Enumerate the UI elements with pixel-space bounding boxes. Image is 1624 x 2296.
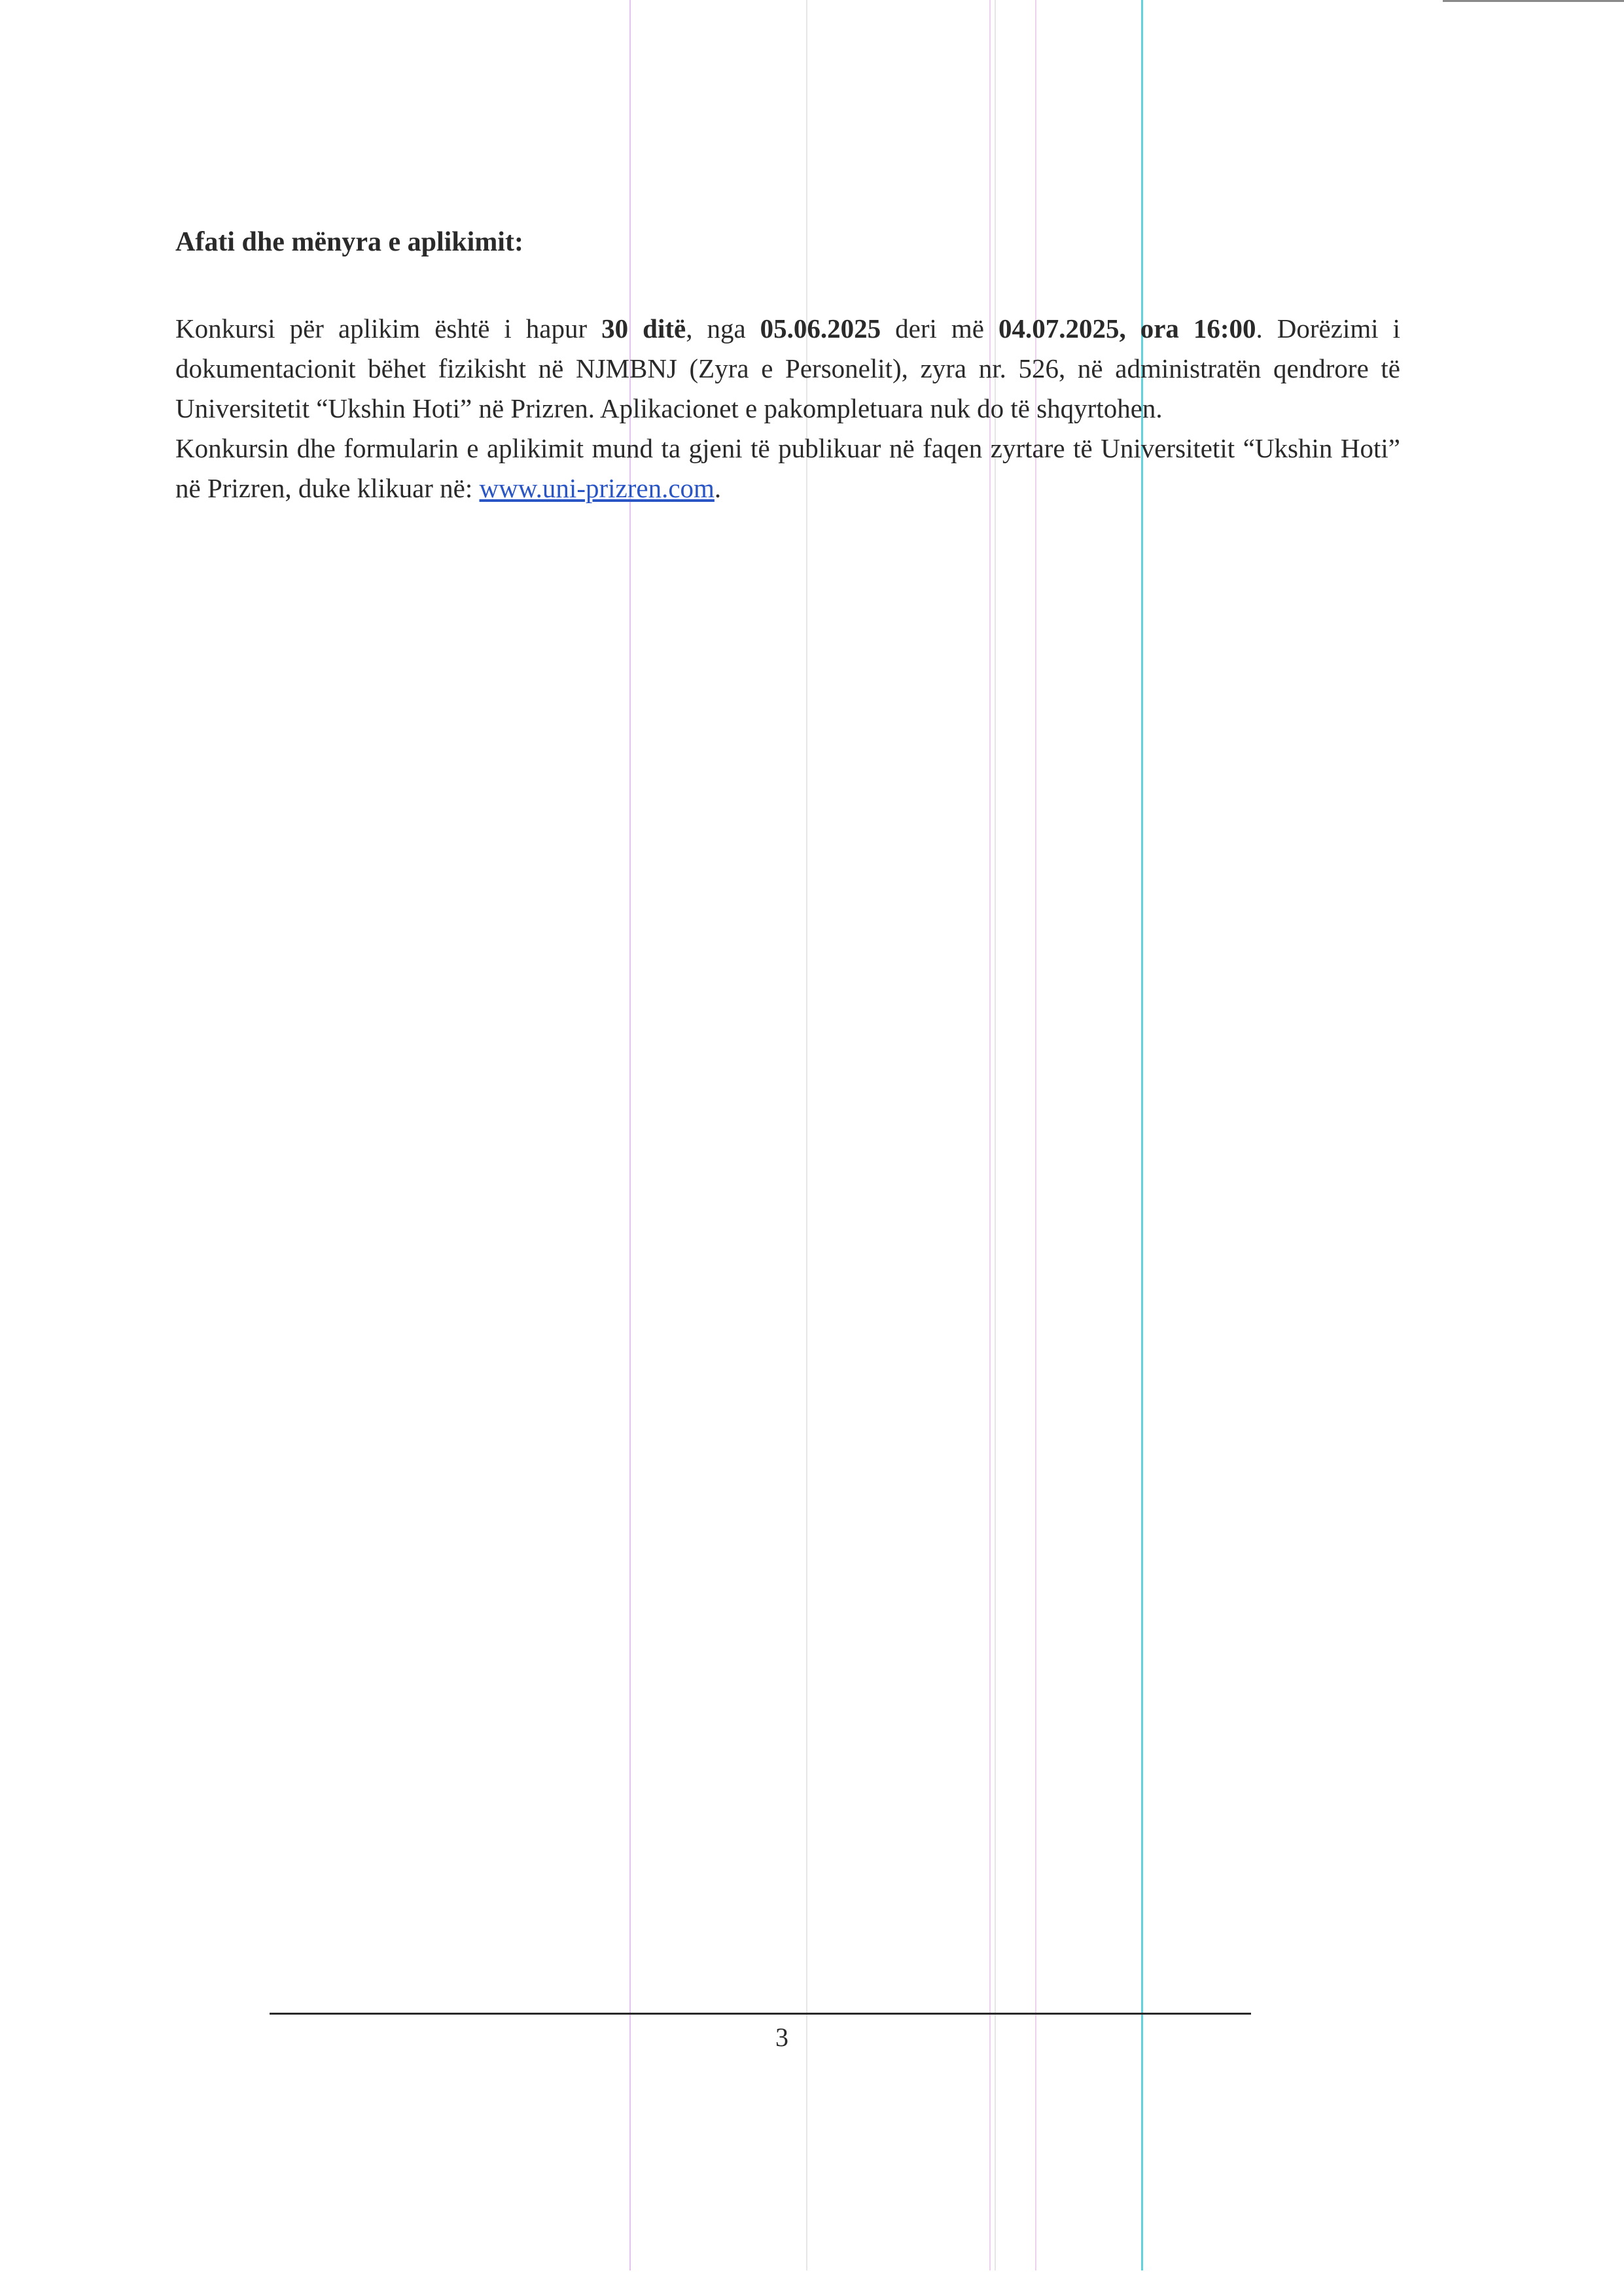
paragraph-text: Konkursi për aplikim është i hapur (175, 313, 602, 344)
paragraph-text: deri më (881, 313, 998, 344)
paragraph-text: . Dorëzimi i dokumentacionit bëhet fizikisht në NJMBNJ (Zyra e Personelit), zyra nr. 526, në administratën qendrore të Universitetit “Ukshin Hoti” në Prizren. Aplikacionet e pakompletuara nuk do të shqyrtohen. (175, 313, 1400, 423)
document-body (175, 222, 1400, 508)
paragraph-text: Konkursin dhe formularin e aplikimit mund ta gjeni të publikuar në faqen zyrtare të Universitetit “Ukshin Hoti” në Prizren, duke klikuar në: (175, 433, 1400, 503)
university-website-link[interactable]: www.uni-prizren.com (479, 473, 715, 503)
end-date: 04.07.2025, ora 16:00 (998, 313, 1256, 344)
duration-days: 30 ditë (601, 313, 686, 344)
page-number: 3 (775, 2022, 788, 2052)
publication-paragraph (175, 429, 1400, 508)
scan-edge-rule (1443, 0, 1624, 2)
application-period-paragraph (175, 309, 1400, 429)
section-heading: Afati dhe mënyra e aplikimit: (175, 227, 523, 257)
footer-divider (270, 2013, 1251, 2015)
paragraph-text: . (714, 473, 722, 503)
start-date: 05.06.2025 (760, 313, 881, 344)
paragraph-text: , nga (686, 313, 760, 344)
